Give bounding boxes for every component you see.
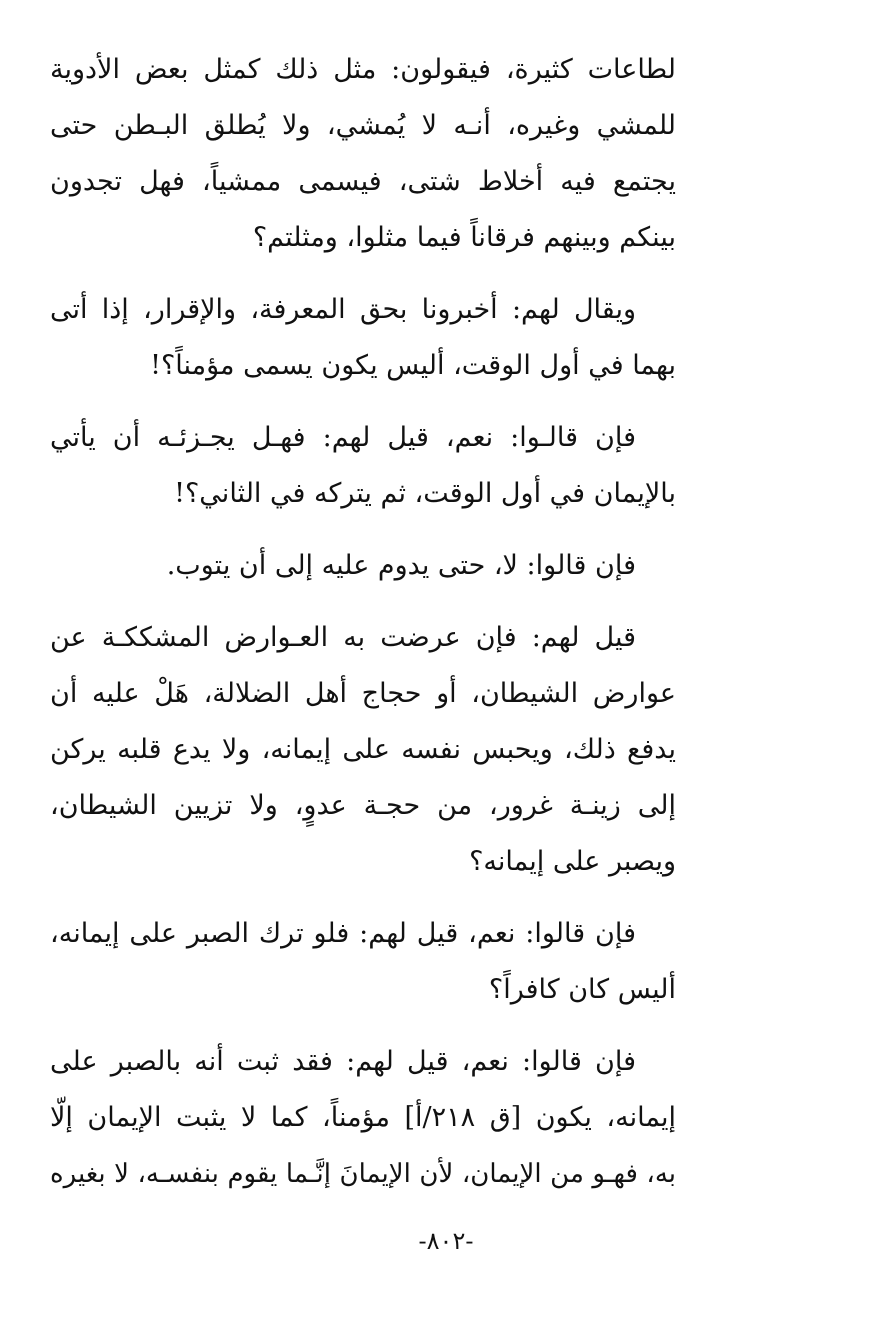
body-text — [50, 42, 676, 1218]
text-line: قيل لهم: فإن عرضت به العـوارض المشككـة عن — [50, 622, 636, 653]
paragraph-4 — [50, 538, 676, 594]
paragraph-6 — [50, 906, 676, 1018]
text-line: فإن قالوا: نعم، قيل لهم: فلو ترك الصبر على إيمانه، — [50, 918, 636, 949]
text-line: يجتمع فيه أخلاط شتى، فيسمى ممشياً، فهل تجدون — [50, 166, 676, 197]
text-line: أليس كان كافراً؟ — [488, 974, 676, 1005]
text-line: يدفع ذلك، ويحبس نفسه على إيمانه، ولا يدع قلبه يركن — [50, 734, 676, 765]
text-line: به، فهـو من الإيمان، لأن الإيمانَ إنَّـما يقوم بنفسـه، لا بغيره — [50, 1159, 676, 1189]
text-line: ويقال لهم: أخبرونا بحق المعرفة، والإقرار، إذا أتى — [50, 294, 636, 325]
page-number: -٨٠٢- — [418, 1227, 474, 1255]
paragraph-2 — [50, 282, 676, 394]
text-line: بينكم وبينهم فرقاناً فيما مثلوا، ومثلتم؟ — [252, 222, 676, 253]
text-line: إلى زينـة غرور، من حجـة عدوٍ، ولا تزيين الشيطان، — [50, 790, 676, 821]
text-line: للمشي وغيره، أنـه لا يُمشي، ولا يُطلق البـطن حتى — [50, 110, 676, 141]
text-line: بالإيمان في أول الوقت، ثم يتركه في الثاني؟! — [174, 478, 676, 509]
text-line: فإن قالـوا: نعم، قيل لهم: فهـل يجـزئـه أن يأتي — [50, 422, 636, 453]
text-line: لطاعات كثيرة، فيقولون: مثل ذلك كمثل بعض الأدوية — [50, 54, 676, 85]
text-line: إيمانه، يكون [ق ٢١٨/أ] مؤمناً، كما لا يثبت الإيمان إلّا — [50, 1102, 676, 1133]
paragraph-5 — [50, 610, 676, 890]
text-line: ويصبر على إيمانه؟ — [469, 846, 676, 877]
text-line: فإن قالوا: نعم، قيل لهم: فقد ثبت أنه بالصبر على — [50, 1046, 636, 1077]
text-line: بهما في أول الوقت، أليس يكون يسمى مؤمناً؟! — [150, 350, 676, 381]
paragraph-3 — [50, 410, 676, 522]
paragraph-7 — [50, 1034, 676, 1202]
text-line: فإن قالوا: لا، حتى يدوم عليه إلى أن يتوب. — [166, 550, 636, 581]
paragraph-1 — [50, 42, 676, 266]
text-line: عوارض الشيطان، أو حجاج أهل الضلالة، هَلْ عليه أن — [50, 678, 676, 709]
